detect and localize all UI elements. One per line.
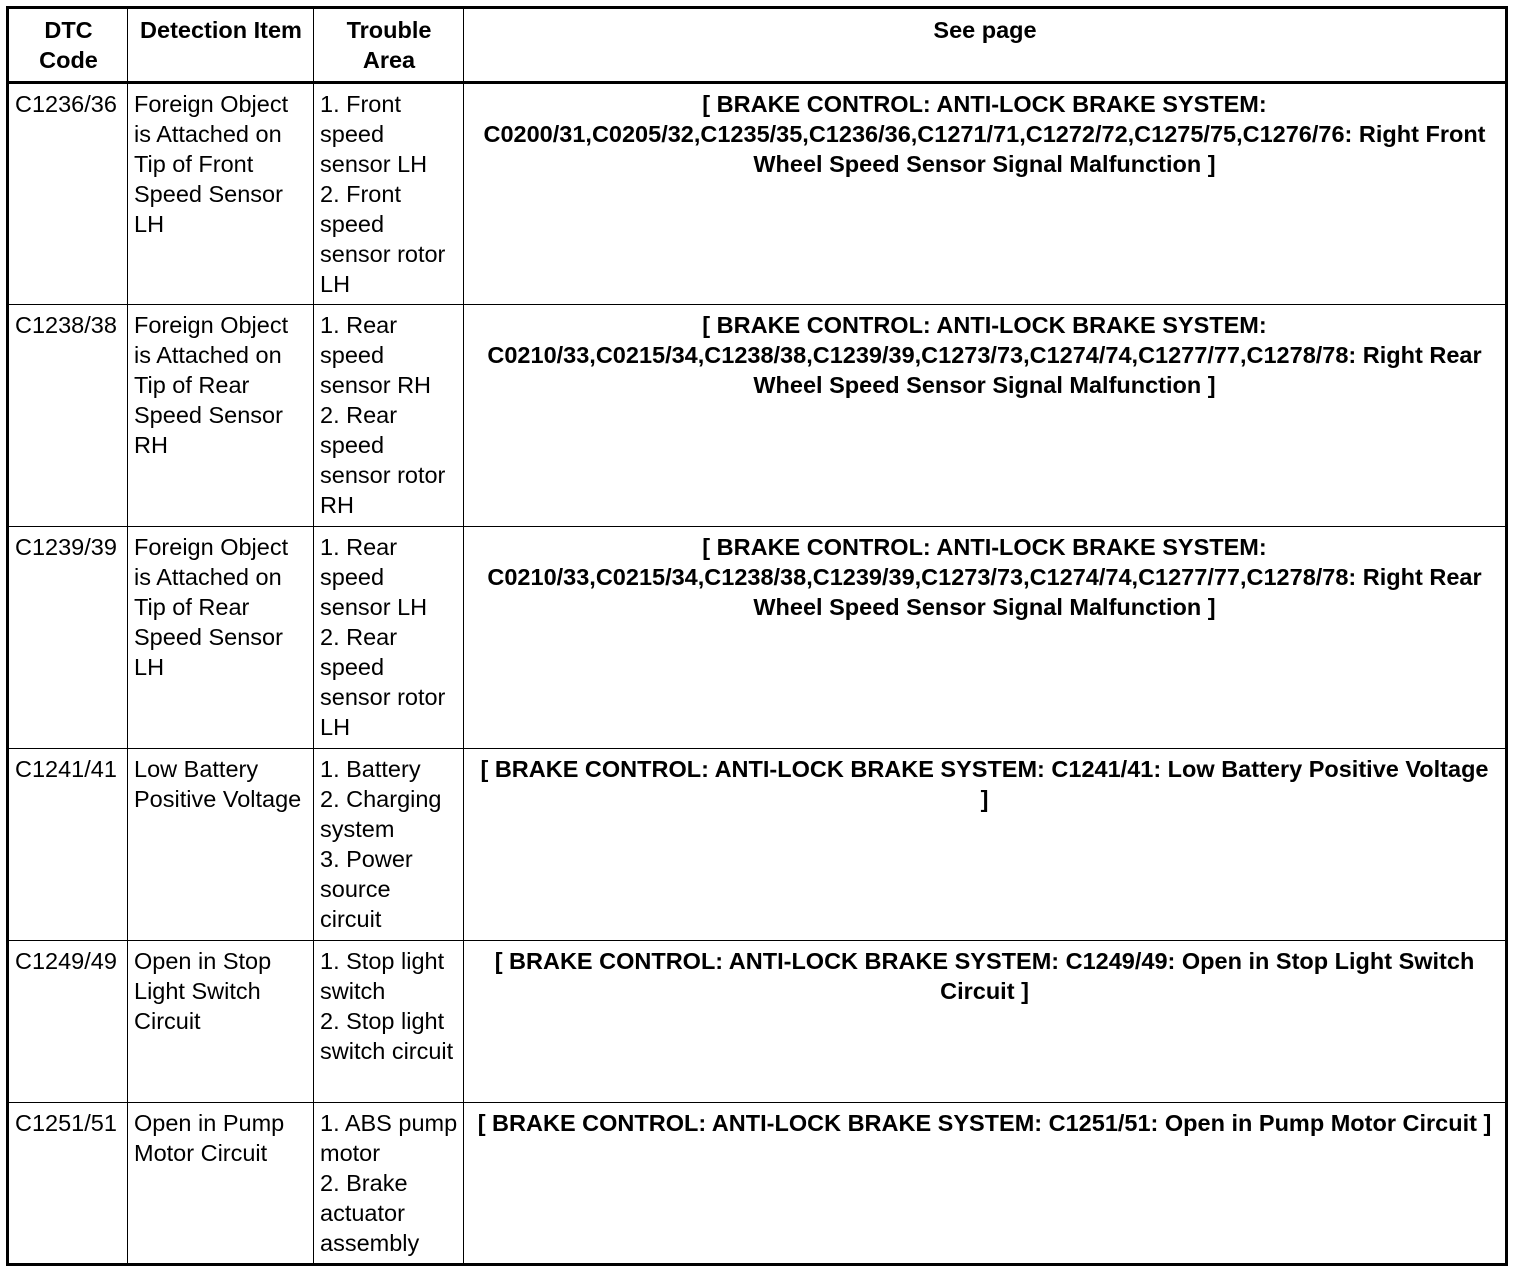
detection-item-cell: Low Battery Positive Voltage [128,749,314,941]
detection-item-cell: Open in Pump Motor Circuit [128,1103,314,1265]
trouble-area-cell [314,305,464,527]
table-header-row [8,8,1507,83]
trouble-area-item: 1. Rear speed sensor RH [320,312,432,398]
detection-item-cell: Foreign Object is Attached on Tip of Front Speed Sensor LH [128,83,314,305]
dtc-code-cell: C1241/41 [8,749,128,941]
trouble-area-item: 2. Charging system [320,786,442,842]
see-page-link[interactable]: [ BRAKE CONTROL: ANTI-LOCK BRAKE SYSTEM: C0200/31,C0205/32,C1235/35,C1236/36,C1271/71,C1272/72,C1275/75,C1276/76: Right Front Wheel Speed Sensor Signal Malfunction ] [464,83,1507,305]
detection-item-cell: Foreign Object is Attached on Tip of Rear Speed Sensor RH [128,305,314,527]
table-row [8,749,1507,941]
trouble-area-cell [314,941,464,1103]
header-see-page: See page [464,8,1507,83]
dtc-code-cell: C1238/38 [8,305,128,527]
header-detection-item: Detection Item [128,8,314,83]
dtc-code-cell: C1239/39 [8,527,128,749]
header-trouble-area: Trouble Area [314,8,464,83]
detection-item-cell: Open in Stop Light Switch Circuit [128,941,314,1103]
trouble-area-item: 2. Rear speed sensor rotor RH [320,402,446,518]
table-row [8,305,1507,527]
trouble-area-item: 3. Power source circuit [320,846,413,932]
trouble-area-cell [314,1103,464,1265]
header-dtc-code: DTC Code [8,8,128,83]
see-page-link[interactable]: [ BRAKE CONTROL: ANTI-LOCK BRAKE SYSTEM: C1241/41: Low Battery Positive Voltage ] [464,749,1507,941]
trouble-area-cell [314,83,464,305]
trouble-area-item: 1. ABS pump motor [320,1110,458,1166]
table-row [8,527,1507,749]
dtc-table [6,6,1508,1266]
see-page-link[interactable]: [ BRAKE CONTROL: ANTI-LOCK BRAKE SYSTEM: C1251/51: Open in Pump Motor Circuit ] [464,1103,1507,1265]
dtc-code-cell: C1249/49 [8,941,128,1103]
table-row [8,1103,1507,1265]
trouble-area-item: 1. Front speed sensor LH [320,91,428,177]
trouble-area-item: 2. Front speed sensor rotor LH [320,181,446,297]
see-page-link[interactable]: [ BRAKE CONTROL: ANTI-LOCK BRAKE SYSTEM: C1249/49: Open in Stop Light Switch Circuit ] [464,941,1507,1103]
trouble-area-item: 1. Rear speed sensor LH [320,534,428,620]
table-row [8,941,1507,1103]
trouble-area-cell [314,749,464,941]
detection-item-cell: Foreign Object is Attached on Tip of Rear Speed Sensor LH [128,527,314,749]
trouble-area-cell [314,527,464,749]
table-row [8,83,1507,305]
trouble-area-item: 1. Stop light switch [320,948,445,1004]
dtc-code-cell: C1251/51 [8,1103,128,1265]
see-page-link[interactable]: [ BRAKE CONTROL: ANTI-LOCK BRAKE SYSTEM: C0210/33,C0215/34,C1238/38,C1239/39,C1273/73,C1274/74,C1277/77,C1278/78: Right Rear Wheel Speed Sensor Signal Malfunction ] [464,527,1507,749]
trouble-area-item: 2. Stop light switch circuit [320,1008,454,1064]
dtc-code-cell: C1236/36 [8,83,128,305]
see-page-link[interactable]: [ BRAKE CONTROL: ANTI-LOCK BRAKE SYSTEM: C0210/33,C0215/34,C1238/38,C1239/39,C1273/73,C1274/74,C1277/77,C1278/78: Right Rear Wheel Speed Sensor Signal Malfunction ] [464,305,1507,527]
trouble-area-item: 1. Battery [320,756,421,782]
trouble-area-item: 2. Brake actuator assembly [320,1170,420,1256]
trouble-area-item: 2. Rear speed sensor rotor LH [320,624,446,740]
